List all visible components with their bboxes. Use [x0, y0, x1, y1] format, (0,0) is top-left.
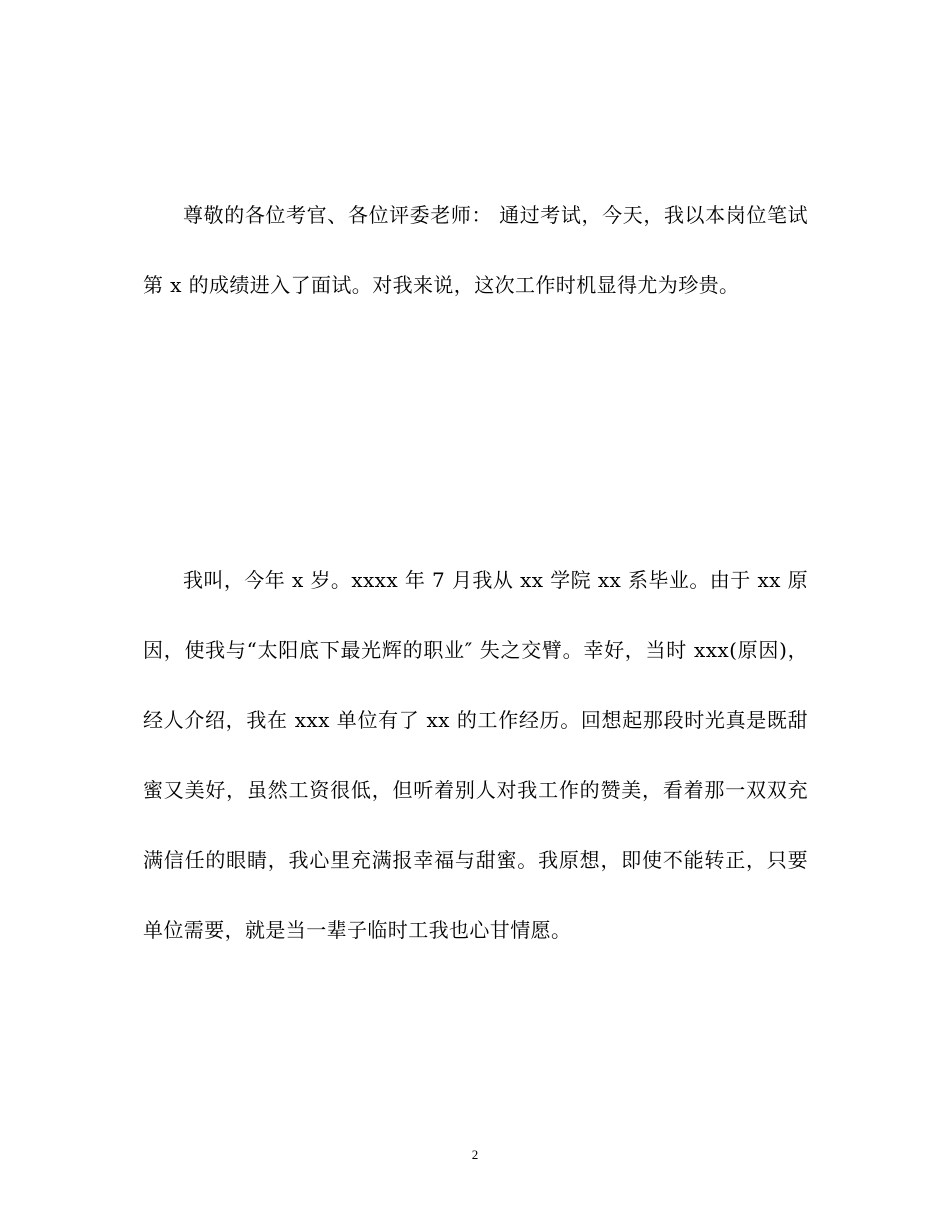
paragraph-greeting: 尊敬的各位考官、各位评委老师： 通过考试，今天，我以本岗位笔试第 x 的成绩进入了面试。对我来说，这次工作时机显得尤为珍贵。	[143, 203, 808, 297]
page-number: 2	[471, 1147, 479, 1162]
paragraph-self-introduction: 我叫，今年 x 岁。xxxx 年 7 月我从 xx 学院 xx 系毕业。由于 xx 原因，使我与“太阳底下最光辉的职业″ 失之交臂。幸好，当时 xxx(原因)，经人介绍，我在 xxx 单位有了 xx 的工作经历。回想起那段时光真是既甜蜜又美好，虽然工资很低，但听着别人对我工作的赞美，看着那一双双充满信任的眼睛，我心里充满报幸福与甜蜜。我原想，即使不能转正，只要单位需要，就是当一辈子临时工我也心甘情愿。	[143, 568, 808, 942]
